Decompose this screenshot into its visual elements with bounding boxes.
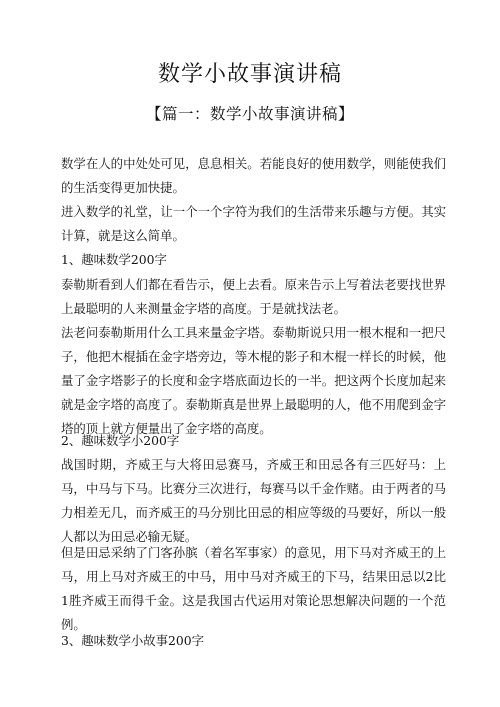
section-heading-3: 3、趣味数学小故事200字	[61, 633, 205, 648]
section-heading-1: 1、趣味数学200字	[61, 252, 167, 267]
intro-paragraph-2: 进入数学的礼堂，让一个一个字符为我们的生活带来乐趣与方便。其实计算，就是这么简单。	[61, 204, 446, 243]
document-title: 数学小故事演讲稿	[157, 62, 342, 87]
section-1-paragraph-2: 法老问泰勒斯用什么工具来量金字塔。泰勒斯说只用一根木棍和一把尺子，他把木棍插在金字塔旁边，等木棍的影子和木棍一样长的时候，他量了金字塔影子的长度和金字塔底面边长的一半。把这两个长度加起来就是金字塔的高度了。泰勒斯真是世界上最聪明的人，他不用爬到金字塔的顶上就方便量出了金字塔的高度。	[61, 325, 446, 436]
document-subtitle: 【篇一：数学小故事演讲稿】	[145, 105, 354, 123]
section-2-paragraph-1: 战国时期，齐威王与大将田忌赛马，齐威王和田忌各有三匹好马：上马，中马与下马。比赛分三次进行，每赛马以千金作赌。由于两者的马力相差无几，而齐威王的马分别比田忌的相应等级的马要好，所以一般人都以为田忌必输无疑。	[61, 457, 446, 544]
section-heading-2: 2、趣味数学小200字	[61, 433, 180, 448]
section-1-paragraph-1: 泰勒斯看到人们都在看告示，便上去看。原来告示上写着法老要找世界上最聪明的人来测量金字塔的高度。于是就找法老。	[61, 277, 446, 316]
intro-paragraph-1: 数学在人的中处处可见，息息相关。若能良好的使用数学，则能使我们的生活变得更加快捷。	[61, 156, 446, 195]
section-2-paragraph-2: 但是田忌采纳了门客孙膑（着名军事家）的意见，用下马对齐威王的上马，用上马对齐威王的中马，用中马对齐威王的下马，结果田忌以2比1胜齐威王而得千金。这是我国古代运用对策论思想解决问题的一个范例。	[61, 545, 446, 632]
